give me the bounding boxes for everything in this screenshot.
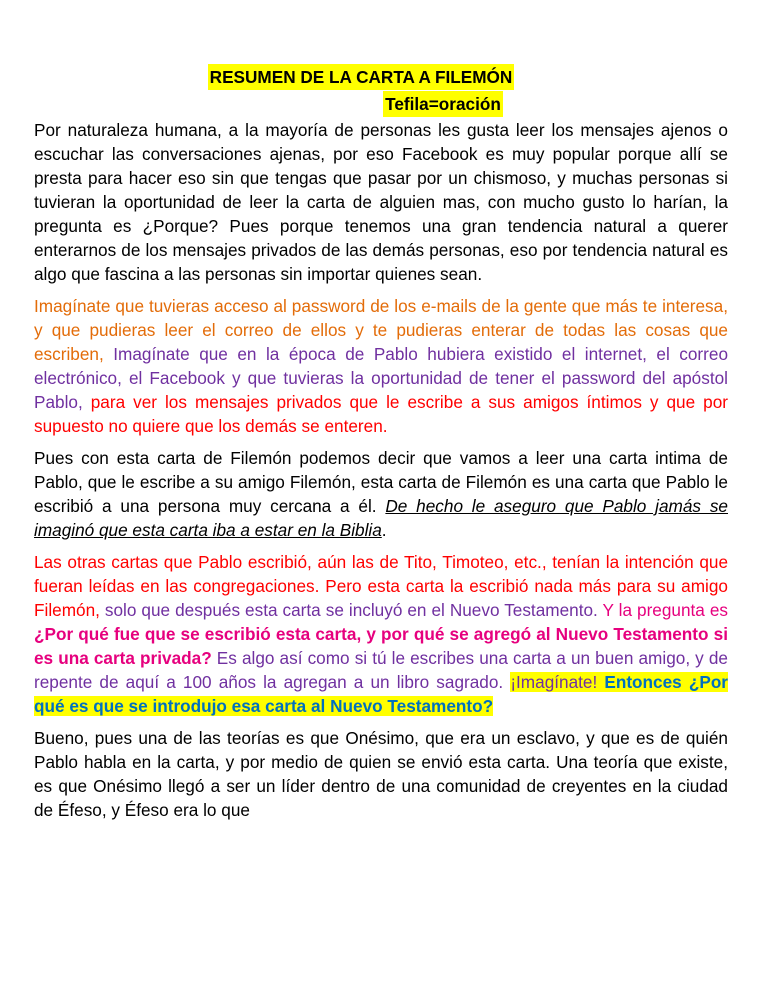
- paragraph-2-orange-text: Imagínate que tuvieras acceso al password de los e-mails de la gente que más te interesa, y que pudieras leer el correo de ellos y te pudieras enterar de todas las cosas que escriben,: [34, 296, 728, 364]
- paragraph-4-closing-question: Entonces ¿Por qué es que se introdujo esa carta al Nuevo Testamento?: [34, 672, 729, 716]
- document-title: RESUMEN DE LA CARTA A FILEMÓN: [208, 64, 515, 90]
- paragraph-2-red-text: para ver los mensajes privados que le escribe a sus amigos íntimos y que por supuesto no quiere que los demás se enteren.: [34, 392, 729, 436]
- document-page: [34, 64, 728, 830]
- paragraph-3: [34, 446, 728, 542]
- paragraph-1: Por naturaleza humana, a la mayoría de personas les gusta leer los mensajes ajenos o escuchar las conversaciones ajenas, por eso Facebook es muy popular porque allí se presta para hacer eso sin que tengas que pasar por un chismoso, y muchas personas si tuvieran la oportunidad de leer la carta de alguien mas, con mucho gusto lo harían, la pregunta es ¿Porque? Pues porque tenemos una gran tendencia natural a querer enterarnos de los mensajes privados de las demás personas, eso por tendencia natural es algo que fascina a las personas sin importar quienes sean.: [34, 120, 728, 284]
- paragraph-4-highlight: ¡Imagínate!: [510, 672, 598, 692]
- paragraph-3-emphasis: De hecho le aseguro que Pablo jamás se imaginó que esta carta iba a estar en la Biblia: [34, 496, 728, 540]
- paragraph-4-question-lead: Y la pregunta es: [602, 600, 728, 620]
- document-subtitle: Tefila=oración: [383, 91, 503, 117]
- paragraph-3-text: Pues con esta carta de Filemón podemos decir que vamos a leer una carta intima de Pablo, que le escribe a su amigo Filemón, esta carta de Filemón es una carta que Pablo le escribió a una persona muy cercana a él.: [34, 448, 728, 516]
- paragraph-4: [34, 550, 728, 718]
- paragraph-4-analogy: Es algo así como si tú le escribes una carta a un buen amigo, y de repente de aquí a 100 años la agregan a un libro sagrado.: [34, 648, 728, 692]
- paragraph-4-purple-text: solo que después esta carta se incluyó en el Nuevo Testamento.: [104, 600, 603, 620]
- title-row: [34, 64, 728, 91]
- paragraph-4-red-text: Las otras cartas que Pablo escribió, aún las de Tito, Timoteo, etc., tenían la intención que fueran leídas en las congregaciones. Pero esta carta la escribió nada más para su amigo Filemón,: [34, 552, 728, 620]
- subtitle-row: [34, 91, 728, 118]
- paragraph-5: Bueno, pues una de las teorías es que Onésimo, que era un esclavo, y que es de quién Pablo habla en la carta, y por medio de quien se envió esta carta. Una teoría que existe, es que Onésimo llegó a ser un líder dentro de una comunidad de creyentes en la ciudad de Éfeso, y Éfeso era lo que: [34, 728, 728, 820]
- paragraph-4-question: ¿Por qué fue que se escribió esta carta, y por qué se agregó al Nuevo Testamento si es una carta privada?: [34, 624, 728, 668]
- paragraph-3-period: .: [381, 520, 387, 540]
- paragraph-2: [34, 294, 728, 438]
- paragraph-2-purple-text: Imagínate que en la época de Pablo hubiera existido el internet, el correo electrónico, el Facebook y que tuvieras la oportunidad de tener el password del apóstol Pablo,: [34, 344, 728, 412]
